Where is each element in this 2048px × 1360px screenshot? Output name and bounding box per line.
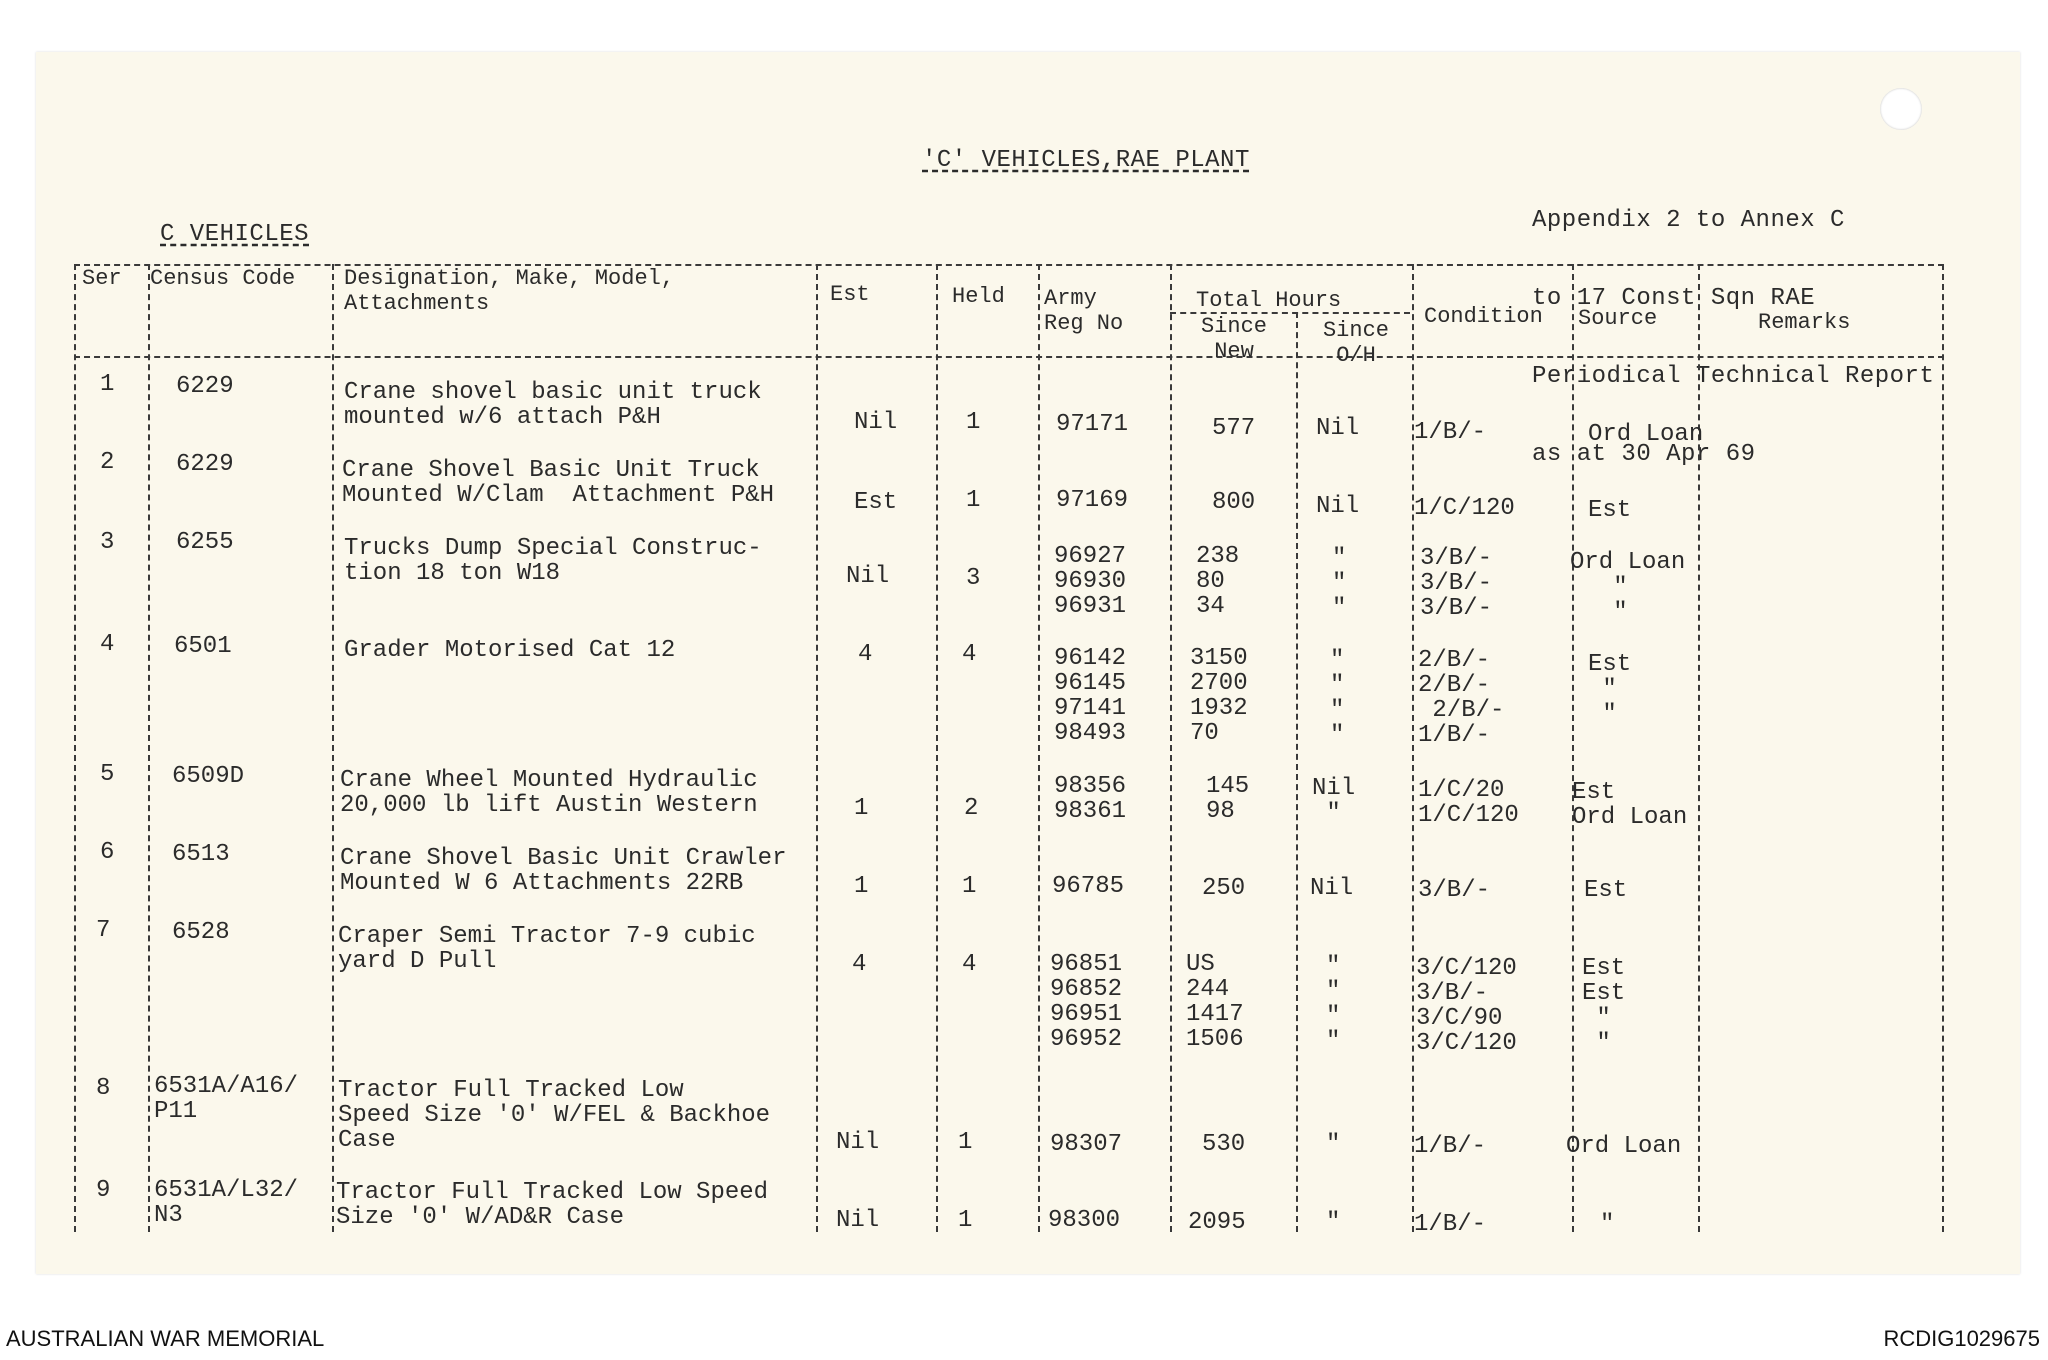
cell-reg: 98300 [1048,1207,1121,1234]
cell-reg: 97171 [1056,411,1129,438]
cell-source: Ord Loan [1566,1133,1682,1160]
cell-reg: 96851 96852 96951 96952 [1050,951,1123,1053]
cell-since-new: US 244 1417 1506 [1186,951,1244,1053]
cell-ser: 3 [100,529,115,556]
cell-designation: Crane Wheel Mounted Hydraulic 20,000 lb lift Austin Western [340,767,758,819]
cell-census: 6528 [172,919,230,946]
footer-institution: AUSTRALIAN WAR MEMORIAL [6,1326,325,1351]
cell-est: Nil [854,409,898,436]
header-remarks: Remarks [1758,310,1851,335]
cell-since-oh: " " " " [1326,953,1341,1055]
cell-ser: 9 [96,1177,111,1204]
footer-identifier: RCDIG1029675 [1883,1326,2040,1351]
cell-since-oh: " " " " [1330,647,1345,749]
cell-held: 1 [958,1207,973,1234]
appendix-line: to 17 Const Sqn RAE [1532,285,1816,312]
cell-designation: Tractor Full Tracked Low Speed Size '0' W/FEL & Backhoe Case [338,1077,771,1154]
cell-ser: 7 [96,917,111,944]
cell-since-new: 238 80 34 [1196,543,1240,620]
cell-since-oh: Nil [1316,493,1360,520]
cell-ser: 8 [96,1075,111,1102]
cell-source: Ord Loan " " [1570,549,1686,626]
cell-reg: 96927 96930 96931 [1054,543,1127,620]
cell-est: Est [854,489,898,516]
cell-est: 4 [858,641,873,668]
header-held: Held [952,284,1005,309]
cell-since-oh: " [1326,1209,1341,1236]
cell-since-new: 577 [1212,415,1256,442]
header-census-code: Census Code [150,266,296,291]
cell-condition: 2/B/- 2/B/- 2/B/- 1/B/- [1418,647,1505,749]
appendix-line: Periodical Technical Report [1532,363,1935,390]
header-army-reg-no: Army Reg No [1044,286,1124,336]
cell-designation: Tractor Full Tracked Low Speed Size '0' W/AD&R Case [336,1179,769,1231]
cell-est: 4 [852,951,867,978]
cell-census: 6229 [176,373,234,400]
header-total-hours: Total Hours [1196,288,1342,313]
cell-source: Est Est " " [1582,955,1626,1057]
cell-condition: 1/B/- [1414,419,1487,446]
cell-reg: 96142 96145 97141 98493 [1054,645,1127,747]
cell-held: 4 [962,951,977,978]
cell-designation: Crane Shovel Basic Unit Truck Mounted W/Clam Attachment P&H [342,457,775,509]
cell-reg: 96785 [1052,873,1125,900]
cell-designation: Trucks Dump Special Construc- tion 18 ton W18 [344,535,762,587]
document-title: 'C' VEHICLES,RAE PLANT [922,147,1250,174]
cell-ser: 1 [100,371,115,398]
cell-est: 1 [854,795,869,822]
header-condition: Condition [1424,304,1543,329]
cell-source: Est Ord Loan [1572,779,1688,831]
cell-designation: Grader Motorised Cat 12 [344,637,676,664]
cell-held: 1 [958,1129,973,1156]
cell-census: 6229 [176,451,234,478]
cell-designation: Craper Semi Tractor 7-9 cubic yard D Pull [338,923,756,975]
cell-held: 1 [966,409,981,436]
cell-condition: 1/B/- [1414,1211,1487,1238]
cell-since-new: 250 [1202,875,1246,902]
cell-ser: 6 [100,839,115,866]
cell-census: 6501 [174,633,232,660]
cell-source: Est [1588,497,1632,524]
cell-held: 1 [962,873,977,900]
cell-held: 4 [962,641,977,668]
appendix-line: Appendix 2 to Annex C [1532,207,1845,234]
cell-reg: 98307 [1050,1131,1123,1158]
cell-est: 1 [854,873,869,900]
cell-census: 6531A/L32/ N3 [154,1177,299,1229]
cell-since-oh: Nil [1316,415,1360,442]
cell-census: 6531A/A16/ P11 [154,1073,299,1125]
cell-reg: 97169 [1056,487,1129,514]
cell-ser: 5 [100,761,115,788]
cell-source: Ord Loan [1588,421,1704,448]
cell-est: Nil [836,1129,880,1156]
cell-condition: 1/C/120 [1414,495,1515,522]
appendix-line: as at 30 Apr 69 [1532,441,1756,468]
cell-held: 1 [966,487,981,514]
header-ser: Ser [82,266,122,291]
cell-since-new: 3150 2700 1932 70 [1190,645,1248,747]
header-source: Source [1578,306,1658,331]
header-since-new: Since New [1200,314,1267,364]
cell-since-new: 145 98 [1206,773,1250,825]
cell-held: 3 [966,565,981,592]
cell-est: Nil [836,1207,880,1234]
cell-since-new: 530 [1202,1131,1246,1158]
cell-census: 6255 [176,529,234,556]
cell-since-oh: Nil " [1312,775,1356,827]
cell-since-oh: Nil [1310,875,1354,902]
cell-condition: 1/B/- [1414,1133,1487,1160]
cell-census: 6513 [172,841,230,868]
cell-source: Est [1584,877,1628,904]
cell-source: Est " " [1588,651,1632,728]
header-since-oh: Since O/H [1322,318,1389,368]
cell-condition: 3/B/- 3/B/- 3/B/- [1420,545,1493,622]
punch-hole [1880,88,1922,130]
header-est: Est [830,282,870,307]
cell-condition: 1/C/20 1/C/120 [1418,777,1519,829]
cell-held: 2 [964,795,979,822]
document-subtitle: C VEHICLES [160,221,310,248]
cell-census: 6509D [172,763,245,790]
cell-since-oh: " [1326,1131,1341,1158]
cell-ser: 2 [100,449,115,476]
cell-source: " [1600,1211,1615,1238]
cell-designation: Crane shovel basic unit truck mounted w/6 attach P&H [344,379,762,431]
cell-since-new: 2095 [1188,1209,1246,1236]
cell-since-new: 800 [1212,489,1256,516]
cell-since-oh: " " " [1332,545,1347,622]
cell-est: Nil [846,563,890,590]
cell-condition: 3/C/120 3/B/- 3/C/90 3/C/120 [1416,955,1517,1057]
cell-reg: 98356 98361 [1054,773,1127,825]
cell-ser: 4 [100,631,115,658]
header-designation: Designation, Make, Model, Attachments [344,266,675,316]
cell-designation: Crane Shovel Basic Unit Crawler Mounted W 6 Attachments 22RB [340,845,787,897]
cell-condition: 3/B/- [1418,877,1491,904]
